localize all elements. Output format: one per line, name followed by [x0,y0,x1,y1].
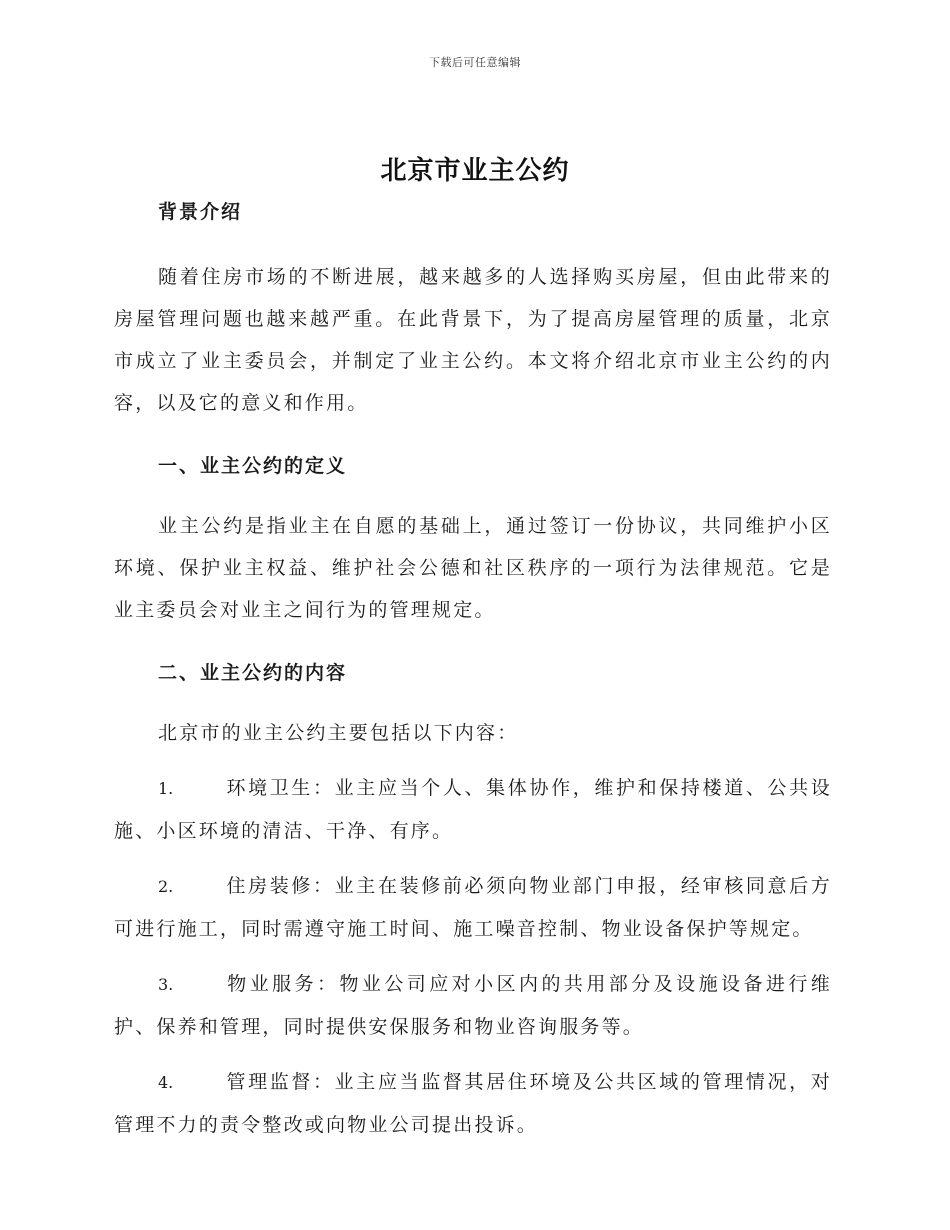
document-title: 北京市业主公约 [380,156,570,186]
list-item-text: 管理监督：业主应当监督其居住环境及公共区域的管理情况，对管理不力的责令整改或向物业公司提出投诉。 [114,1071,832,1136]
contents-intro: 北京市的业主公约主要包括以下内容： [158,722,519,744]
list-item-text: 环境卫生：业主应当个人、集体协作，维护和保持楼道、公共设施、小区环境的清洁、干净、有序。 [114,777,832,842]
list-item-number: 4. [158,1073,174,1092]
list-item-number: 2. [158,877,174,896]
section-heading-background: 背景介绍 [158,201,243,223]
list-item [114,963,832,1048]
list-item-text: 住房装修：业主在装修前必须向物业部门申报，经审核同意后方可进行施工，同时需遵守施工时间、施工噪音控制、物业设备保护等规定。 [114,875,832,940]
section-heading-contents: 二、业主公约的内容 [158,662,348,684]
list-item-text: 物业服务：物业公司应对小区内的共用部分及设施设备进行维护、保养和管理，同时提供安保服务和物业咨询服务等。 [114,973,832,1038]
list-item [114,767,832,852]
list-item [114,1061,832,1146]
list-item-number: 1. [158,779,174,798]
background-paragraph: 随着住房市场的不断进展，越来越多的人选择购买房屋，但由此带来的房屋管理问题也越来越严重。在此背景下，为了提高房屋管理的质量，北京市成立了业主委员会，并制定了业主公约。本文将介绍北京市业主公约的内容，以及它的意义和作用。 [114,266,832,414]
header-note: 下载后可任意编辑 [429,56,521,69]
document-body [114,196,832,1146]
list-item [114,865,832,950]
definition-paragraph: 业主公约是指业主在自愿的基础上，通过签订一份协议，共同维护小区环境、保护业主权益、维护社会公德和社区秩序的一项行为法律规范。它是业主委员会对业主之间行为的管理规定。 [114,515,832,621]
section-heading-definition: 一、业主公约的定义 [158,455,348,477]
list-item-number: 3. [158,975,174,994]
